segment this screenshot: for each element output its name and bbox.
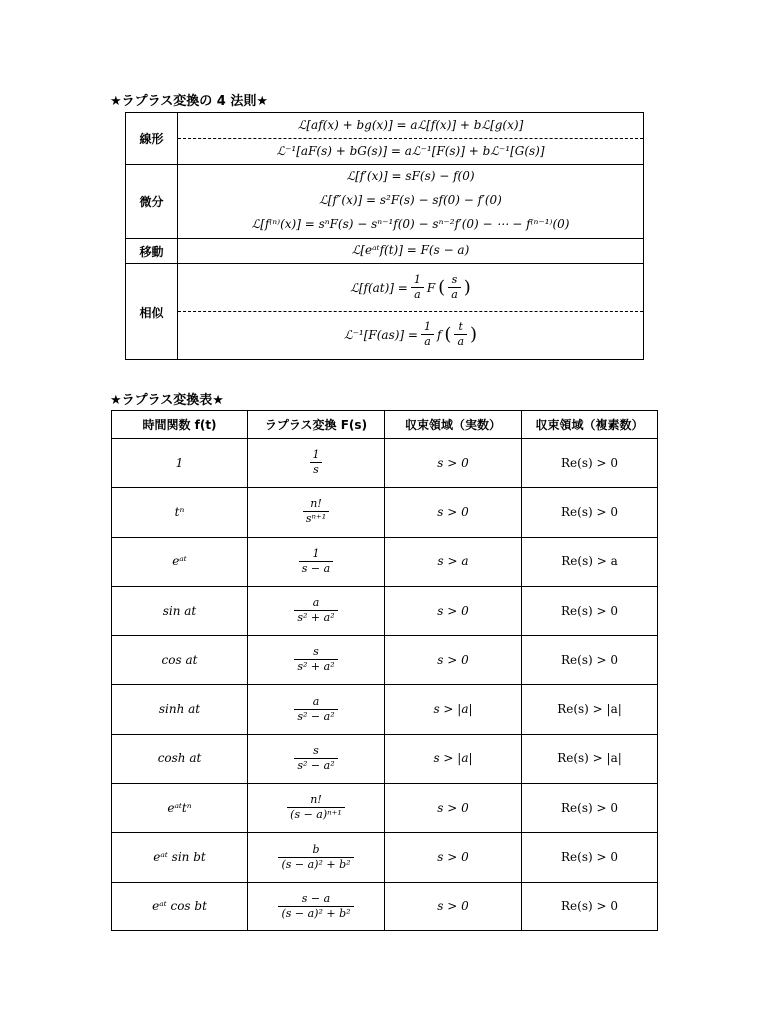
fraction-s-over-a: $\frac{s}{a}$ (448, 273, 461, 302)
table-row (112, 487, 657, 537)
transform-fraction: $\frac{b}{\text{(s − a)² + b²}}$ (278, 843, 353, 872)
dashed-divider (178, 311, 643, 312)
convergence-complex-cell: Re(s) > 0 (561, 603, 618, 618)
table-row (112, 882, 657, 931)
time-function-cell: cos at (112, 635, 248, 684)
convergence-real-cell: s > 0 (385, 586, 522, 635)
time-function-cell: eᵃᵗtⁿ (112, 783, 248, 832)
header-convergence-real: 収束領域（実数） (385, 411, 522, 438)
similarity-inverse-lhs: ℒ⁻¹[F(as)] = (343, 327, 418, 342)
table-row (112, 783, 657, 833)
transform-fraction: $\frac{a}{\text{s² + a²}}$ (294, 596, 337, 625)
laplace-transform-cell (248, 734, 385, 783)
law-row-similarity (126, 263, 643, 360)
similarity-formula-forward: ℒ[f(at)] = $\frac{1}{a}$ F ( $\frac{s}{a}$ ) (350, 273, 471, 301)
fraction-one-over-a: $\frac{1}{a}$ (421, 320, 434, 349)
fraction-one-over-a: $\frac{1}{a}$ (411, 273, 424, 302)
law-row-shift (126, 238, 643, 263)
table-row (112, 832, 657, 882)
convergence-real-cell: s > |a| (385, 734, 522, 783)
law-label-differentiation: 微分 (126, 165, 178, 238)
transform-fraction: $\frac{s}{\text{s² + a²}}$ (294, 645, 337, 674)
convergence-real-cell: s > 0 (385, 438, 522, 487)
transform-table-title: ★ラプラス変換表★ (110, 393, 224, 408)
convergence-complex-cell: Re(s) > 0 (561, 800, 618, 815)
table-row (112, 438, 657, 488)
law-row-linear (126, 113, 643, 164)
laws-section-title: ★ラプラス変換の 4 法則★ (110, 94, 269, 109)
transform-fraction: $\frac{n!}{\text{sⁿ⁺¹}}$ (303, 497, 329, 526)
header-laplace-transform: ラプラス変換 F(s) (248, 411, 385, 438)
laplace-transform-table (111, 410, 658, 931)
linear-formula-inverse: ℒ⁻¹[aF(s) + bG(s)] = aℒ⁻¹[F(s)] + bℒ⁻¹[G(s)] (276, 144, 545, 158)
transform-fraction: $\frac{s}{\text{s² − a²}}$ (294, 744, 337, 773)
similarity-formula-inverse: ℒ⁻¹[F(as)] = $\frac{1}{a}$ f ( $\frac{t}{a}$ ) (343, 320, 478, 348)
header-time-function: 時間関数 f(t) (112, 411, 248, 438)
time-function-cell: eᵃᵗ sin bt (112, 832, 248, 881)
laplace-transform-cell (248, 438, 385, 487)
convergence-complex-cell: Re(s) > |a| (557, 702, 622, 717)
convergence-complex-cell: Re(s) > 0 (561, 652, 618, 667)
fraction-t-over-a: $\frac{t}{a}$ (454, 320, 467, 349)
convergence-real-cell: s > |a| (385, 685, 522, 734)
convergence-complex-cell: Re(s) > a (561, 554, 618, 569)
laplace-transform-cell (248, 537, 385, 586)
law-row-differentiation (126, 164, 643, 238)
laplace-transform-cell (248, 783, 385, 832)
header-convergence-complex: 収束領域（複素数） (535, 418, 644, 432)
convergence-complex-cell: Re(s) > 0 (561, 504, 618, 519)
convergence-real-cell: s > 0 (385, 487, 522, 536)
diff-formula-second: ℒ[f″(x)] = s²F(s) − sf(0) − f′(0) (319, 193, 502, 207)
laws-table (125, 112, 644, 360)
function-symbol: F (426, 280, 436, 295)
dashed-divider (178, 138, 643, 139)
convergence-complex-cell: Re(s) > 0 (561, 899, 618, 914)
law-label-similarity: 相似 (126, 264, 178, 360)
convergence-real-cell: s > 0 (385, 635, 522, 684)
shift-formula: ℒ[eᵃᵗf(t)] = F(s − a) (351, 243, 470, 257)
laplace-transform-cell (248, 685, 385, 734)
convergence-complex-cell: Re(s) > 0 (561, 455, 618, 470)
convergence-complex-cell: Re(s) > |a| (557, 751, 622, 766)
transform-fraction: $\frac{n!}{\text{(s − a)ⁿ⁺¹}}$ (287, 793, 345, 822)
convergence-real-cell: s > 0 (385, 882, 522, 931)
transform-fraction: $\frac{a}{\text{s² − a²}}$ (294, 695, 337, 724)
linear-formula-forward: ℒ[af(x) + bg(x)] = aℒ[f(x)] + bℒ[g(x)] (297, 118, 524, 132)
law-label-shift: 移動 (126, 239, 178, 263)
laplace-transform-cell (248, 586, 385, 635)
laplace-transform-cell (248, 882, 385, 931)
laplace-transform-cell (248, 635, 385, 684)
table-row (112, 586, 657, 636)
transform-fraction: $\frac{s - a}{\text{(s − a)² + b²}}$ (278, 892, 353, 921)
time-function-cell: cosh at (112, 734, 248, 783)
table-header-row (112, 411, 657, 439)
laplace-transform-cell (248, 487, 385, 536)
diff-formula-nth: ℒ[f⁽ⁿ⁾(x)] = sⁿF(s) − sⁿ⁻¹f(0) − sⁿ⁻²f′(0) − ⋯ − f⁽ⁿ⁻¹⁾(0) (251, 217, 570, 231)
time-function-cell: tⁿ (112, 487, 248, 536)
table-row (112, 685, 657, 735)
similarity-forward-lhs: ℒ[f(at)] = (350, 280, 408, 295)
time-function-cell: eᵃᵗ cos bt (112, 882, 248, 931)
time-function-cell: 1 (112, 438, 248, 487)
law-label-linear: 線形 (126, 113, 178, 164)
table-row (112, 537, 657, 587)
time-function-cell: sin at (112, 586, 248, 635)
convergence-real-cell: s > a (385, 537, 522, 586)
table-row (112, 734, 657, 784)
convergence-real-cell: s > 0 (385, 832, 522, 881)
transform-fraction: $\frac{1}{s - a}$ (299, 547, 333, 576)
transform-fraction: $\frac{1}{s}$ (310, 448, 323, 477)
convergence-real-cell: s > 0 (385, 783, 522, 832)
time-function-cell: eᵃᵗ (112, 537, 248, 586)
table-row (112, 635, 657, 685)
function-symbol: f (436, 327, 442, 342)
laplace-transform-cell (248, 832, 385, 881)
time-function-cell: sinh at (112, 685, 248, 734)
diff-formula-first: ℒ[f′(x)] = sF(s) − f(0) (346, 169, 475, 183)
convergence-complex-cell: Re(s) > 0 (561, 850, 618, 865)
